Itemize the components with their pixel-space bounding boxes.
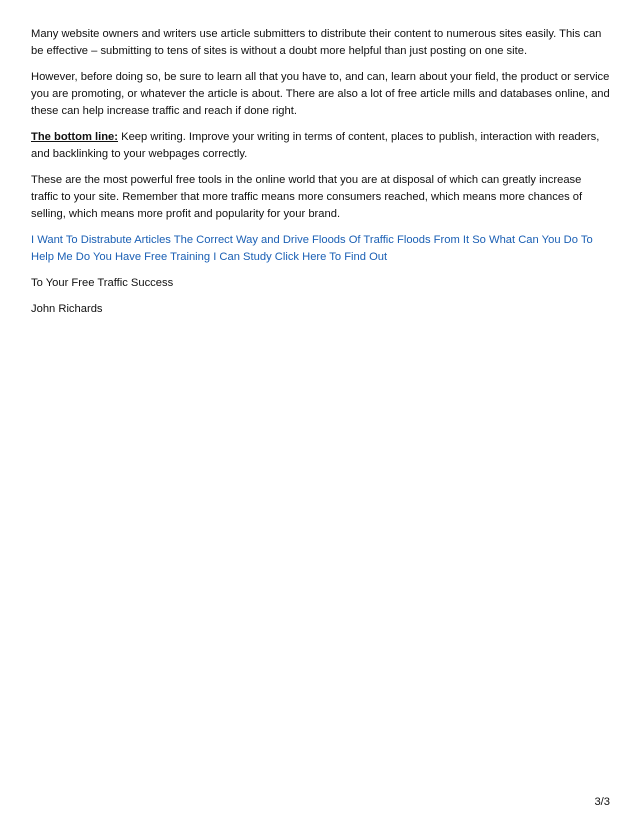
bottom-line-text: Keep writing. Improve your writing in terms of content, places to publish, interaction with readers, and backlinking to your webpages correctly. [31,131,600,160]
training-link[interactable]: I Want To Distrabute Articles The Correct Way and Drive Floods Of Traffic Floods From It So What Can You Do To Help Me Do You Have Free Training I Can Study Click Here To Find Out [31,234,593,263]
paragraph-article-submitters: Many website owners and writers use article submitters to distribute their content to numerous sites easily. This can be effective – submitting to tens of sites is without a doubt more helpful than just posting on one site. [31,28,602,57]
bottom-line-label: The bottom line: [31,131,119,143]
paragraph-link [31,232,611,266]
paragraph-bottom-line [31,129,611,163]
closing-line: To Your Free Traffic Success [31,277,174,289]
paragraph-free-tools: These are the most powerful free tools in the online world that you are at disposal of which can greatly increase traffic to your site. Remember that more traffic means more consumers reached, which means more chances of selling, which means more profit and popularity for your brand. [31,174,583,220]
article-body [31,26,611,327]
author-name: John Richards [31,303,103,315]
page-number: 3/3 [594,796,610,808]
paragraph-learn-field: However, before doing so, be sure to learn all that you have to, and can, learn about your field, the product or service you are promoting, or whatever the article is about. There are also a lot of free article mills and databases online, and these can help increase traffic and reach if done right. [31,71,610,117]
